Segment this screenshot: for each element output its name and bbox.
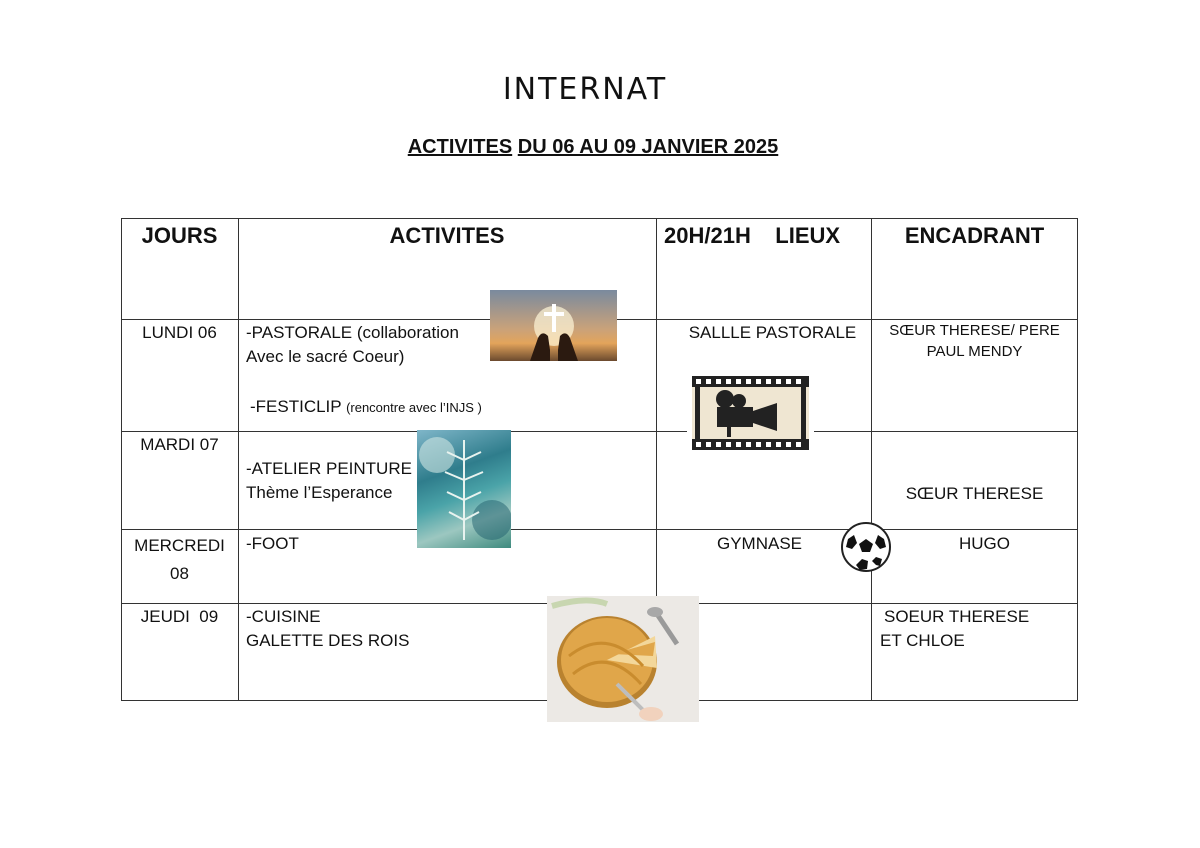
header-encadrant: ENCADRANT (904, 223, 1045, 248)
supervisor-line: PAUL MENDY (926, 343, 1023, 360)
supervisor-row1 (871, 320, 1078, 362)
activity-line: -CUISINE (246, 607, 321, 626)
day-lundi: LUNDI 06 (142, 323, 217, 342)
header-lieux: 20H/21H LIEUX (664, 223, 841, 248)
place-gymnase: GYMNASE (716, 534, 803, 553)
activity-line: GALETTE DES ROIS (246, 631, 410, 650)
header-jours: JOURS (141, 223, 218, 248)
day-jeudi: JEUDI 09 (140, 607, 219, 626)
day-line: MERCREDI (134, 536, 225, 555)
leaf-painting-icon (417, 430, 511, 548)
column-divider (238, 218, 239, 701)
film-camera-icon (687, 375, 814, 451)
row-divider (121, 529, 1078, 530)
activity-line: -ATELIER PEINTURE (246, 459, 412, 478)
activity-cuisine (246, 605, 409, 653)
day-mardi: MARDI 07 (140, 435, 219, 454)
praying-hands-image (490, 290, 617, 361)
soccer-ball-icon (840, 521, 892, 573)
page-subtitle (0, 136, 1186, 159)
row-divider (121, 431, 1078, 432)
activity-line: -FESTICLIP (250, 397, 342, 416)
activity-pastorale (246, 321, 459, 369)
supervisor-line: ET CHLOE (880, 631, 965, 650)
column-divider (871, 218, 872, 701)
activity-line: Avec le sacré Coeur) (246, 347, 405, 366)
galette-des-rois-image (547, 596, 699, 722)
supervisor-line: SŒUR THERESE/ PERE (889, 322, 1060, 339)
day-mercredi (121, 532, 238, 588)
film-camera-image (687, 375, 814, 451)
subtitle-activites: ACTIVITES (407, 136, 513, 158)
activity-peinture (246, 457, 412, 505)
soccer-ball-image (840, 521, 892, 573)
activity-festiclip (250, 395, 482, 420)
activity-line: Thème l’Esperance (246, 483, 393, 502)
place-salle-pastorale: SALLLE PASTORALE (688, 323, 857, 342)
activity-line: -PASTORALE (collaboration (246, 323, 459, 342)
galette-icon (547, 596, 699, 722)
header-activites: ACTIVITES (389, 223, 505, 248)
page-title: INTERNAT (502, 72, 668, 107)
supervisor-line: SOEUR THERESE (884, 607, 1030, 626)
supervisor-row4 (880, 605, 1030, 653)
praying-hands-icon (490, 290, 617, 361)
activity-note: (rencontre avec l’INJS ) (346, 400, 482, 415)
watercolor-painting-image (417, 430, 511, 548)
supervisor-row2: SŒUR THERESE (905, 484, 1044, 503)
day-line: 08 (170, 564, 189, 583)
activity-foot: -FOOT (246, 534, 299, 553)
supervisor-row3: HUGO (959, 534, 1010, 553)
subtitle-dates: DU 06 AU 09 JANVIER 2025 (517, 136, 779, 158)
